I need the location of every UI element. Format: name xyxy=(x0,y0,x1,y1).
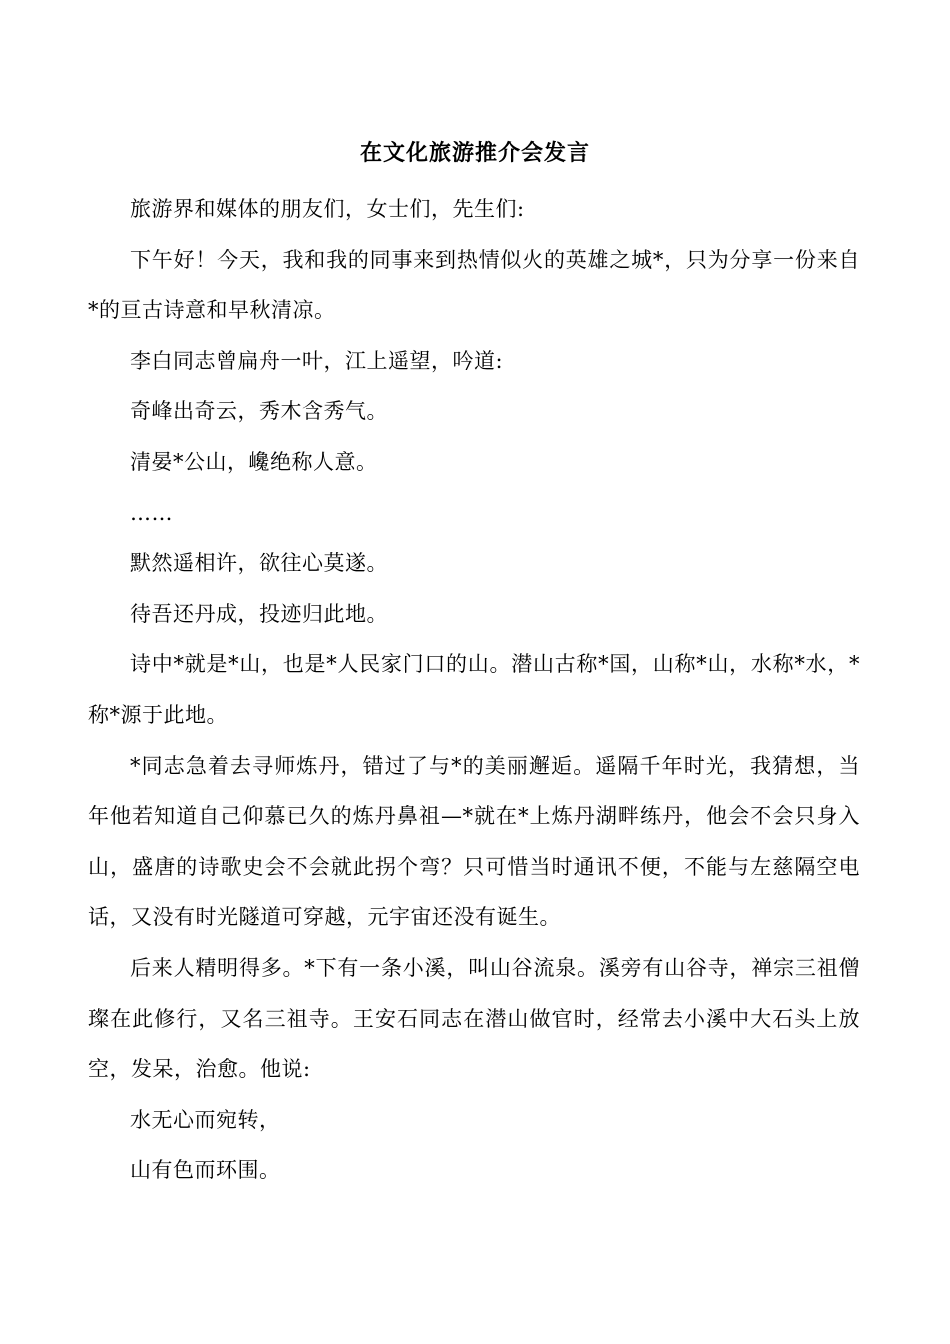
document-title: 在文化旅游推介会发言 xyxy=(359,140,590,166)
body-paragraph: 诗中*就是*山，也是*人民家门口的山。潜山古称*国，山称*山，水称*水，*称*源于此地。 xyxy=(88,652,860,727)
greeting-paragraph: 下午好！今天，我和我的同事来到热情似火的英雄之城*，只为分享一份来自*的亘古诗意和早秋清凉。 xyxy=(88,247,860,323)
poem-ellipsis: …… xyxy=(130,500,173,525)
poem-line: 待吾还丹成，投迹归此地。 xyxy=(130,601,388,626)
poem-line: 奇峰出奇云，秀木含秀气。 xyxy=(130,399,388,424)
body-paragraph: *同志急着去寻师炼丹，错过了与*的美丽邂逅。遥隔千年时光，我猜想，当年他若知道自己仰慕已久的炼丹鼻祖—*就在*上炼丹湖畔练丹，他会不会只身入山，盛唐的诗歌史会不会就此拐个弯？只可惜当时通讯不便，不能与左慈隔空电话，又没有时光隧道可穿越，元宇宙还没有诞生。 xyxy=(88,753,860,930)
poem-line: 山有色而环围。 xyxy=(130,1158,281,1183)
salutation-paragraph: 旅游界和媒体的朋友们，女士们，先生们: xyxy=(130,197,525,221)
poem-line: 清晏*公山，巉绝称人意。 xyxy=(130,449,378,474)
document-body xyxy=(88,184,860,1196)
poem-intro-paragraph: 李白同志曾扁舟一叶，江上遥望，吟道: xyxy=(130,348,504,373)
body-paragraph: 后来人精明得多。*下有一条小溪，叫山谷流泉。溪旁有山谷寺，禅宗三祖僧璨在此修行，又名三祖寺。王安石同志在潜山做官时，经常去小溪中大石头上放空，发呆，治愈。他说: xyxy=(88,955,860,1082)
poem-line: 水无心而宛转， xyxy=(130,1107,281,1132)
poem-line: 默然遥相许，欲往心莫遂。 xyxy=(130,551,388,576)
